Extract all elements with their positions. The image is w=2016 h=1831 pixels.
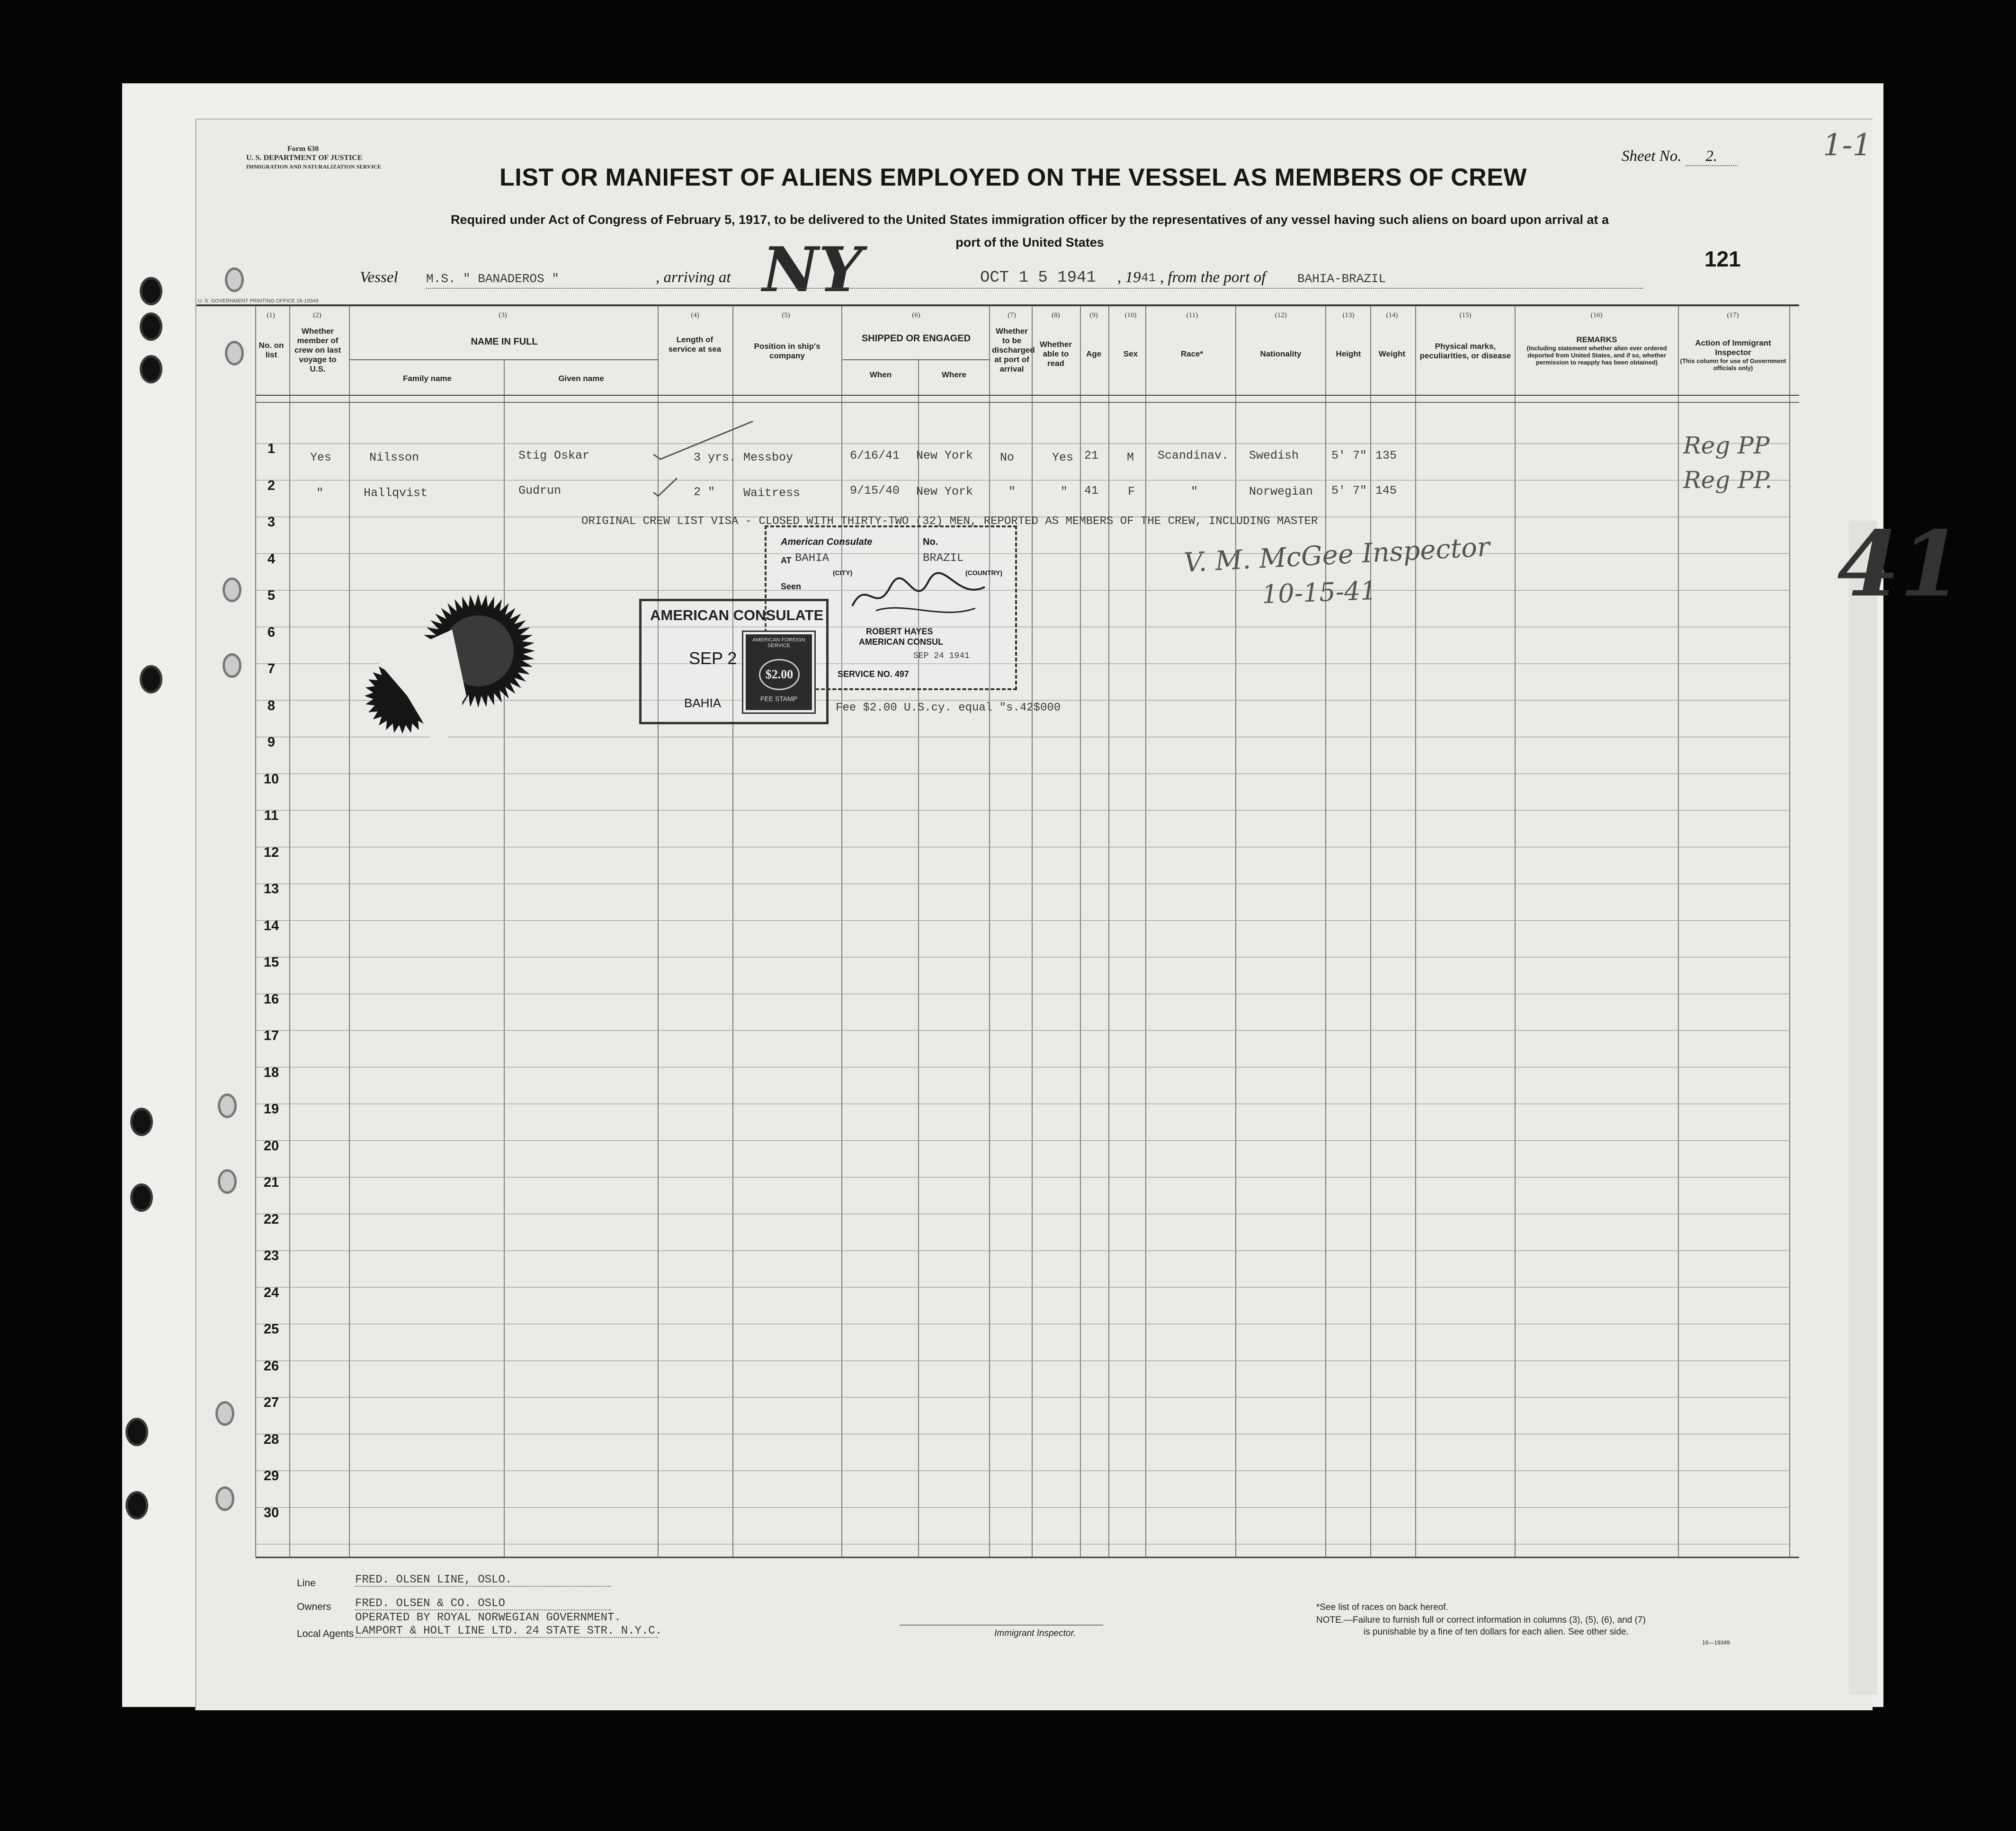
stamp-city: BAHIA: [795, 552, 830, 565]
cell-where: New York: [916, 449, 973, 462]
footer-agents-value: LAMPORT & HOLT LINE LTD. 24 STATE STR. N.Y.C.: [355, 1625, 662, 1637]
row-number: 12: [263, 844, 279, 860]
fee-stamp-bottom: FEE STAMP: [760, 695, 798, 702]
column-number: (4): [691, 311, 699, 319]
cell-age: 41: [1084, 484, 1099, 498]
arrival-date-stamp: OCT 1 5 1941: [980, 269, 1096, 287]
column-number: (12): [1275, 311, 1287, 319]
sheet-label: Sheet No.: [1622, 148, 1682, 165]
vessel-label: Vessel: [360, 269, 398, 286]
header-crew-member: Whether member of crew on last voyage to U.S.: [294, 327, 341, 373]
cell-discharged: No: [1000, 451, 1015, 464]
footer-note-races: *See list of races on back hereof.: [1316, 1602, 1448, 1612]
row-number: 13: [263, 881, 279, 897]
row-number: 19: [263, 1102, 279, 1117]
stamp-country-label: (COUNTRY): [965, 569, 1003, 577]
cell-length: 3 yrs.: [694, 451, 737, 464]
header-action: [1680, 338, 1786, 372]
footer-line-label: Line: [297, 1578, 316, 1589]
footer-line-underline: [355, 1586, 611, 1587]
header-action-title: Action of Immigrant Inspector: [1695, 338, 1771, 357]
column-number: (8): [1052, 311, 1060, 319]
header-discharged: Whether to be discharged at port of arrival: [992, 327, 1035, 373]
header-family-name: Family name: [403, 374, 452, 383]
column-number: (2): [313, 311, 321, 319]
row-number: 27: [263, 1395, 279, 1410]
row-number: 14: [263, 918, 279, 933]
cell-height: 5' 7": [1331, 484, 1367, 498]
box-stamp-place: BAHIA: [684, 696, 722, 710]
row-number: 20: [263, 1138, 279, 1154]
row-number: 25: [263, 1322, 279, 1337]
row-number: 8: [267, 698, 276, 713]
service-name: IMMIGRATION AND NATURALIZATION SERVICE: [246, 163, 382, 170]
footer-note-penalty: NOTE.—Failure to furnish full or correct information in columns (3), (5), (6), and (7): [1316, 1615, 1646, 1625]
year-label: , 19: [1117, 269, 1141, 286]
footer-operated-by: OPERATED BY ROYAL NORWEGIAN GOVERNMENT.: [355, 1611, 621, 1624]
row-number: 5: [267, 588, 276, 603]
footer-agents-underline: [355, 1637, 658, 1638]
row-number: 11: [264, 808, 279, 823]
header-sex: Sex: [1123, 349, 1138, 358]
stamp-date: SEP 24 1941: [913, 651, 970, 661]
fee-stamp: [743, 632, 814, 712]
cell-weight: 135: [1375, 449, 1397, 462]
header-length-of-service: Length of service at sea: [668, 335, 722, 354]
footer-agents-label: Local Agents: [297, 1628, 354, 1639]
box-stamp-title: AMERICAN CONSULATE: [650, 607, 824, 623]
cell-nationality: Norwegian: [1249, 485, 1313, 498]
row-number: 29: [263, 1468, 279, 1484]
from-port-value: BAHIA-BRAZIL: [1297, 272, 1386, 286]
header-no-on-list: No. on list: [259, 341, 284, 359]
consul-signature: [847, 568, 990, 625]
row-number: 28: [263, 1431, 279, 1447]
header-position: Position in ship's company: [754, 342, 821, 360]
footer-owners-label: Owners: [297, 1601, 331, 1612]
from-port-label: , from the port of: [1160, 269, 1266, 286]
cell-position: Waitress: [743, 486, 801, 500]
arriving-label: , arriving at: [656, 269, 731, 286]
footer-line-value: FRED. OLSEN LINE, OSLO.: [355, 1573, 512, 1586]
header-remarks-title: REMARKS: [1576, 335, 1617, 344]
header-shipped-or-engaged: SHIPPED OR ENGAGED: [861, 333, 971, 344]
stamp-consul-name: ROBERT HAYES: [866, 627, 933, 636]
column-number: (13): [1342, 311, 1355, 319]
row-number: 15: [263, 955, 279, 970]
printing-office: U. S. GOVERNMENT PRINTING OFFICE 16-19349: [198, 298, 319, 304]
cell-nationality: Swedish: [1249, 449, 1299, 462]
cell-age: 21: [1084, 449, 1099, 462]
cell-inspector-action: Reg PP.: [1683, 466, 1773, 494]
row-number: 9: [267, 735, 276, 750]
header-action-note: (This column for use of Government officials only): [1680, 357, 1786, 372]
row-number: 1: [267, 441, 276, 456]
embossed-seal: [350, 578, 549, 767]
cell-given-name: Stig Oskar: [518, 449, 590, 462]
cell-race: ": [1191, 485, 1198, 498]
sheet-value: 2.: [1686, 148, 1738, 166]
header-physical-marks: Physical marks, peculiarities, or disease: [1419, 342, 1511, 360]
cell-read: ": [1061, 485, 1068, 498]
row-number: 26: [263, 1358, 279, 1374]
cell-member: Yes: [310, 451, 332, 464]
vessel-name: M.S. " BANADEROS ": [426, 272, 559, 286]
footer-print-code: 16—19349: [1702, 1639, 1730, 1646]
column-number: (1): [267, 311, 275, 319]
stamp-consul-role: AMERICAN CONSUL: [859, 637, 943, 647]
row-number: 23: [263, 1248, 279, 1263]
cell-length: 2 ": [694, 485, 715, 499]
header-height: Height: [1336, 349, 1361, 358]
column-number: (11): [1186, 311, 1198, 319]
row-number: 6: [267, 624, 276, 640]
header-when: When: [869, 370, 892, 379]
header-given-name: Given name: [558, 374, 604, 383]
stamp-no-label: No.: [923, 537, 938, 547]
stamp-at-label: AT: [781, 556, 792, 565]
cell-sex: F: [1128, 485, 1135, 498]
corner-mark: 1-1: [1823, 128, 1872, 163]
department: U. S. DEPARTMENT OF JUSTICE: [246, 154, 363, 162]
column-number: (7): [1008, 311, 1016, 319]
column-number: (16): [1590, 311, 1603, 319]
header-remarks-note: (Including statement whether alien ever ordered deported from United States, and if so, whether permission to reapply has been obtained): [1526, 345, 1667, 366]
cell-family-name: Nilsson: [369, 451, 419, 464]
header-name-in-full: NAME IN FULL: [471, 337, 538, 347]
header-able-to-read: Whether able to read: [1040, 340, 1072, 368]
header-nationality: Nationality: [1260, 349, 1302, 358]
cell-weight: 145: [1375, 484, 1397, 498]
header-race: Race*: [1180, 349, 1204, 358]
stamp-service-no: SERVICE NO. 497: [838, 669, 909, 679]
cell-inspector-action: Reg PP: [1683, 432, 1770, 459]
box-stamp-date: SEP 2: [689, 649, 737, 668]
inspector-signature: V. M. McGee Inspector: [1183, 532, 1491, 578]
row-number: 22: [263, 1211, 279, 1227]
footer-owners-underline: [355, 1609, 611, 1610]
row-number: 7: [267, 661, 276, 676]
arriving-port: NY: [762, 233, 863, 306]
side-mark: 41: [1837, 511, 1962, 617]
stamp-seen-label: Seen: [781, 582, 802, 591]
row-number: 16: [263, 991, 279, 1007]
footer-inspector-label: Immigrant Inspector.: [994, 1628, 1076, 1638]
cell-given-name: Gudrun: [518, 484, 562, 498]
stamp-country: BRAZIL: [923, 552, 964, 565]
fee-stamp-top: AMERICAN FOREIGN SERVICE: [752, 637, 805, 649]
row-number: 17: [263, 1028, 279, 1043]
header-where: Where: [942, 370, 966, 379]
cell-where: New York: [916, 485, 973, 498]
subtitle-line-1: Required under Act of Congress of February 5, 1917, to be delivered to the United States immigration officer by the representatives of any vessel having such aliens on board upon arrival at a: [450, 213, 1609, 227]
row-number: 21: [263, 1175, 279, 1190]
cell-family-name: Hallqvist: [364, 486, 428, 500]
row-number: 10: [263, 771, 279, 787]
page-number: 121: [1704, 247, 1741, 271]
column-number: (3): [499, 311, 507, 319]
header-remarks: [1517, 335, 1676, 366]
cell-when: 9/15/40: [850, 484, 900, 498]
cell-discharged: ": [1008, 485, 1016, 498]
cell-member: ": [316, 486, 324, 500]
footer-note-penalty-2: is punishable by a fine of ten dollars for each alien. See other side.: [1364, 1627, 1629, 1637]
cell-height: 5' 7": [1331, 449, 1367, 462]
row-number: 4: [267, 551, 276, 567]
subtitle-line-2: port of the United States: [955, 235, 1104, 249]
cell-position: Messboy: [743, 451, 794, 464]
column-number: (6): [912, 311, 920, 319]
fee-stamp-value: $2.00: [759, 659, 800, 690]
year-value: 41: [1141, 271, 1156, 285]
row-number: 3: [267, 515, 276, 530]
column-number: (5): [782, 311, 790, 319]
row-number: 30: [263, 1505, 279, 1520]
header-weight: Weight: [1378, 349, 1406, 358]
check-marks: [649, 412, 762, 497]
column-number: (14): [1386, 311, 1398, 319]
cell-race: Scandinav.: [1158, 449, 1229, 462]
cell-sex: M: [1127, 451, 1134, 464]
row-number: 18: [263, 1065, 279, 1080]
visa-note: ORIGINAL CREW LIST VISA - CLOSED WITH THIRTY-TWO (32) MEN, REPORTED AS MEMBERS OF THE CREW, INCLUDING MASTER: [581, 515, 1318, 528]
form-number: Form 630: [287, 145, 319, 153]
row-number: 24: [263, 1285, 279, 1300]
column-number: (9): [1089, 311, 1098, 319]
fee-note: Fee $2.00 U.S.cy. equal "s.42$000: [836, 702, 1061, 714]
column-number: (15): [1459, 311, 1472, 319]
page-title: LIST OR MANIFEST OF ALIENS EMPLOYED ON THE VESSEL AS MEMBERS OF CREW: [500, 164, 1527, 191]
column-number: (17): [1727, 311, 1739, 319]
inspector-date: 10-15-41: [1261, 575, 1377, 610]
cell-read: Yes: [1052, 451, 1074, 464]
row-number: 2: [267, 478, 276, 493]
stamp-city-label: (CITY): [833, 569, 853, 577]
stamp-consulate-title: American Consulate: [781, 537, 873, 547]
column-number: (10): [1124, 311, 1137, 319]
cell-when: 6/16/41: [850, 449, 900, 462]
footer-owners-value: FRED. OLSEN & CO. OSLO: [355, 1597, 505, 1610]
header-age: Age: [1086, 349, 1102, 358]
inspector-signature-line: [900, 1625, 1103, 1626]
